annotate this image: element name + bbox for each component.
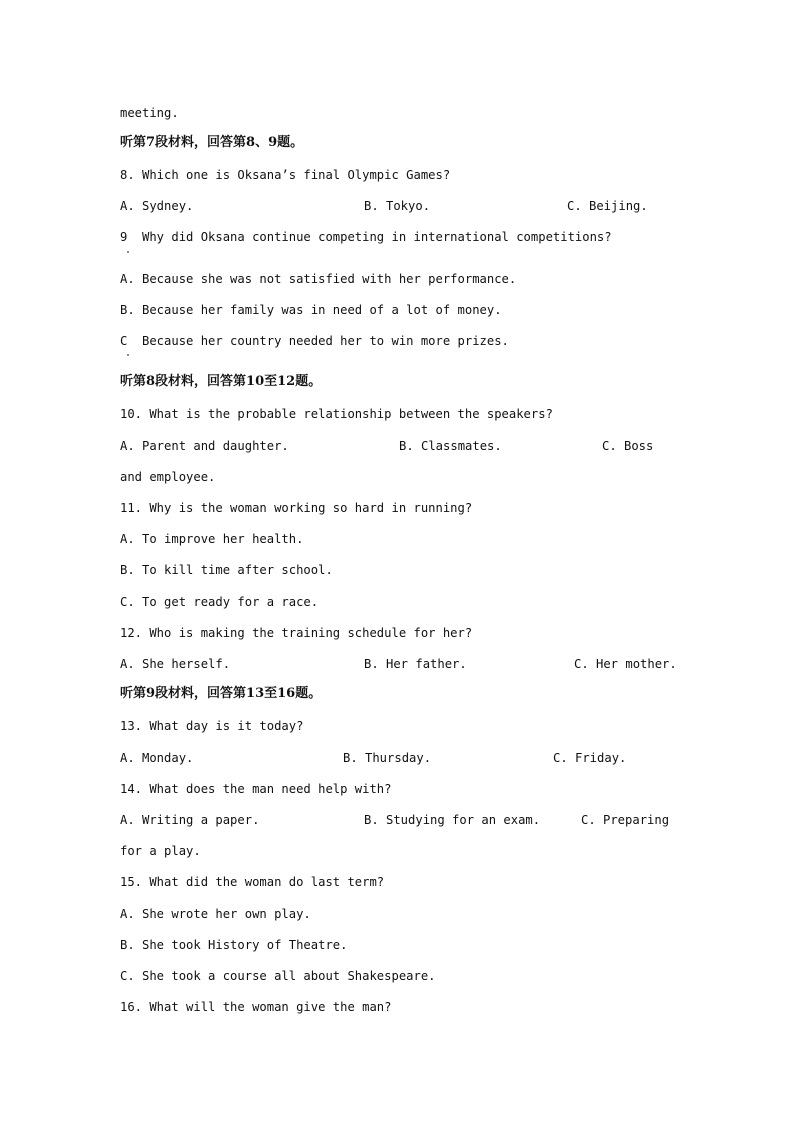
q15-option-c: C. She took a course all about Shakespeare. <box>120 969 436 983</box>
question-15: 15. What did the woman do last term? <box>120 875 385 889</box>
q9-option-b: B. Because her family was in need of a lot of money. <box>120 303 502 317</box>
question-14: 14. What does the man need help with? <box>120 782 392 796</box>
question-11: 11. Why is the woman working so hard in running? <box>120 501 473 515</box>
question-8: 8. Which one is Oksana’s final Olympic Games? <box>120 168 451 182</box>
question-12: 12. Who is making the training schedule for her? <box>120 626 473 640</box>
question-10: 10. What is the probable relationship between the speakers? <box>120 407 553 421</box>
q12-option-c: C. Her mother. <box>574 657 677 671</box>
q13-option-b: B. Thursday. <box>343 751 432 765</box>
q10-option-c: C. Boss <box>602 439 654 453</box>
q11-option-b: B. To kill time after school. <box>120 563 333 577</box>
q10-option-a: A. Parent and daughter. <box>120 439 289 453</box>
q8-option-b: B. Tokyo. <box>364 199 431 213</box>
q11-option-a: A. To improve her health. <box>120 532 304 546</box>
q8-option-c: C. Beijing. <box>567 199 648 213</box>
q15-option-a: A. She wrote her own play. <box>120 907 311 921</box>
q14-option-b: B. Studying for an exam. <box>364 813 541 827</box>
q10-option-c-continued: and employee. <box>120 470 216 484</box>
q11-option-c: C. To get ready for a race. <box>120 595 319 609</box>
q13-option-a: A. Monday. <box>120 751 194 765</box>
q10-option-b: B. Classmates. <box>399 439 502 453</box>
q12-option-b: B. Her father. <box>364 657 467 671</box>
q14-option-c: C. Preparing <box>581 813 670 827</box>
question-9: 9 Why did Oksana continue competing in international competitions? <box>120 230 612 244</box>
q8-option-a: A. Sydney. <box>120 199 194 213</box>
section-heading-8: 听第8段材料，回答第10至12题。 <box>120 374 322 389</box>
section-heading-9: 听第9段材料，回答第13至16题。 <box>120 686 322 701</box>
q9-option-c: C Because her country needed her to win more prizes. <box>120 334 509 348</box>
q9-option-a: A. Because she was not satisfied with her performance. <box>120 272 517 286</box>
text-line-meeting: meeting. <box>120 106 179 120</box>
stray-dot-mark <box>127 354 129 356</box>
section-heading-7: 听第7段材料，回答第8、9题。 <box>120 135 304 150</box>
q14-option-c-continued: for a play. <box>120 844 201 858</box>
q14-option-a: A. Writing a paper. <box>120 813 260 827</box>
stray-dot-mark <box>127 251 129 253</box>
question-16: 16. What will the woman give the man? <box>120 1000 392 1014</box>
question-13: 13. What day is it today? <box>120 719 304 733</box>
q13-option-c: C. Friday. <box>553 751 627 765</box>
q15-option-b: B. She took History of Theatre. <box>120 938 348 952</box>
q12-option-a: A. She herself. <box>120 657 231 671</box>
